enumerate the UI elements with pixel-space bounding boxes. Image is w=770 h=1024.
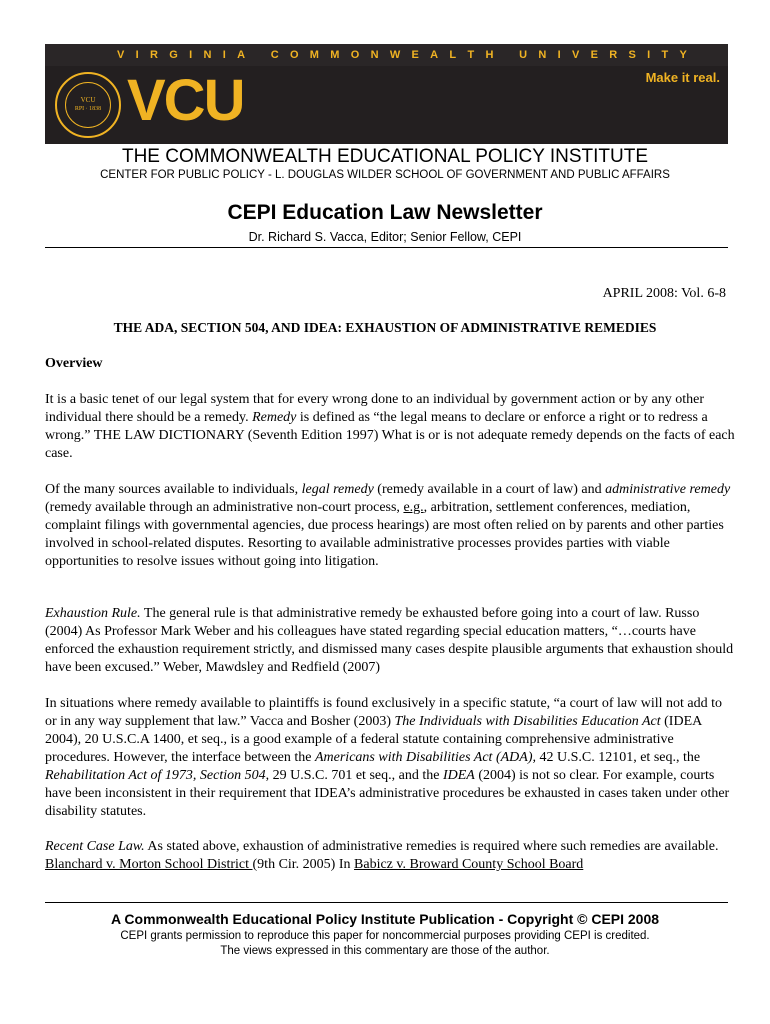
seal-bottom-text: RPI · 1838 — [74, 106, 102, 112]
banner-letter: N — [203, 49, 212, 61]
overview-heading: Overview — [45, 356, 103, 371]
banner-letter: A — [430, 49, 439, 61]
banner-letter: T — [661, 49, 669, 61]
case-link-blanchard[interactable]: Blanchard v. Morton School District — [45, 857, 253, 872]
article-title: THE ADA, SECTION 504, AND IDEA: EXHAUSTION OF ADMINISTRATIVE REMEDIES — [113, 320, 657, 335]
banner-letter: V — [571, 49, 580, 61]
banner-letter: C — [270, 49, 279, 61]
banner-letter: H — [485, 49, 494, 61]
footer-title: A Commonwealth Educational Policy Institute Publication - Copyright © CEPI 2008 — [110, 911, 660, 927]
banner-letter — [505, 49, 508, 61]
banner-letter: G — [169, 49, 178, 61]
tagline: Make it real. — [645, 70, 720, 85]
paragraph-3: Exhaustion Rule. The general rule is that administrative remedy be exhausted before going into a court of law. Russo (2004) As Professor Mark Weber and his colleagues have stated regarding special education matters, “…courts have enforced the exhaustion requirement strictly, and dismissed many cases despite plausible arguments that exhaustion should have been excused.” Weber, Mawdsley and Redfield (2007) — [45, 606, 734, 675]
paragraph-4: In situations where remedy available to plaintiffs is found exclusively in a specific statute, “a court of law will not add to or in any way supplement that law.” Vacca and Bosher (2003) The Individuals with Disabilities Education Act (IDEA 2004), 20 U.S.C.A 1400, et seq., is a good example of a federal statute containing comprehensive administrative procedures. However, the interface between the Americans with Disabilities Act (ADA), 42 U.S.C. 12101, et seq., the Rehabilitation Act of 1973, Section 504, 29 U.S.C. 701 et seq., and the IDEA (2004) is not so clear. For example, courts have been inconsistent in their requirement that IDEA’s administrative procedures be exhausted in cases taken under other disability statutes. — [45, 696, 730, 819]
seal-top-text: VCU — [80, 96, 96, 104]
university-seal-icon — [55, 72, 121, 138]
footer-permission: CEPI grants permission to reproduce this paper for noncommercial purposes providing CEPI is credited. — [120, 930, 650, 942]
paragraph-1: It is a basic tenet of our legal system that for every wrong done to an individual by government action or by any other individual there should be a remedy. Remedy is defined as “the legal means to declare or enforce a right or to redress a wrong.” THE LAW DICTIONARY (Seventh Edition 1997) What is or is not adequate remedy depends on the facts of each case. — [45, 392, 735, 461]
footer-divider — [45, 902, 728, 903]
banner-letter: M — [330, 49, 340, 61]
banner-letter: E — [411, 49, 419, 61]
banner-letter: R — [609, 49, 618, 61]
banner-letter: M — [309, 49, 319, 61]
paragraph-2: Of the many sources available to individuals, legal remedy (remedy available in a court of law) and administrative remedy (remedy available through an administrative non-court process, e.g., arbitration, settlement conferences, mediation, complaint filings with governmental agencies, due process hearings) are most often relied on by parents and other parties involved in school-related disputes. Resorting to available administrative processes provides parties with viable opportunities to resolve issues without going into litigation. — [45, 482, 731, 569]
banner-letter: A — [237, 49, 246, 61]
banner-letter: E — [590, 49, 598, 61]
newsletter-title: CEPI Education Law Newsletter — [227, 201, 543, 224]
header-divider — [45, 247, 728, 248]
banner-letter: I — [189, 49, 193, 61]
banner-letter: R — [150, 49, 158, 61]
university-name-letters — [117, 49, 687, 61]
banner-letter: Y — [679, 49, 687, 61]
banner-letter: W — [389, 49, 401, 61]
banner-letter: I — [647, 49, 651, 61]
banner-letter: T — [467, 49, 475, 61]
institute-name: THE COMMONWEALTH EDUCATIONAL POLICY INSTITUTE — [121, 146, 649, 167]
banner-letter — [256, 49, 259, 61]
footer-disclaimer: The views expressed in this commentary are those of the author. — [220, 945, 550, 957]
banner-letter: O — [350, 49, 360, 61]
banner-letter: L — [449, 49, 457, 61]
banner-letter: V — [117, 49, 125, 61]
banner-letter: N — [538, 49, 547, 61]
vcu-logo: VCU — [127, 68, 244, 133]
center-name: CENTER FOR PUBLIC POLICY - L. DOUGLAS WILDER SCHOOL OF GOVERNMENT AND PUBLIC AFFAIRS — [100, 169, 670, 181]
banner-letter: N — [370, 49, 379, 61]
editor-line: Dr. Richard S. Vacca, Editor; Senior Fellow, CEPI — [248, 230, 522, 244]
university-name-strip — [45, 44, 728, 66]
banner-letter: O — [289, 49, 299, 61]
banner-letter: U — [519, 49, 528, 61]
vcu-banner — [45, 44, 728, 144]
banner-letter: S — [628, 49, 636, 61]
banner-letter: I — [557, 49, 561, 61]
banner-letter: I — [135, 49, 139, 61]
paragraph-5: Recent Case Law. As stated above, exhaustion of administrative remedies is required where such remedies are available. Blanchard v. Morton School District (9th Cir. 2005) In Babicz v. Broward County School Board — [45, 839, 719, 872]
case-link-babicz[interactable]: Babicz v. Broward County School Board — [354, 857, 584, 872]
banner-letter: I — [222, 49, 226, 61]
issue-date: APRIL 2008: Vol. 6-8 — [602, 286, 726, 301]
